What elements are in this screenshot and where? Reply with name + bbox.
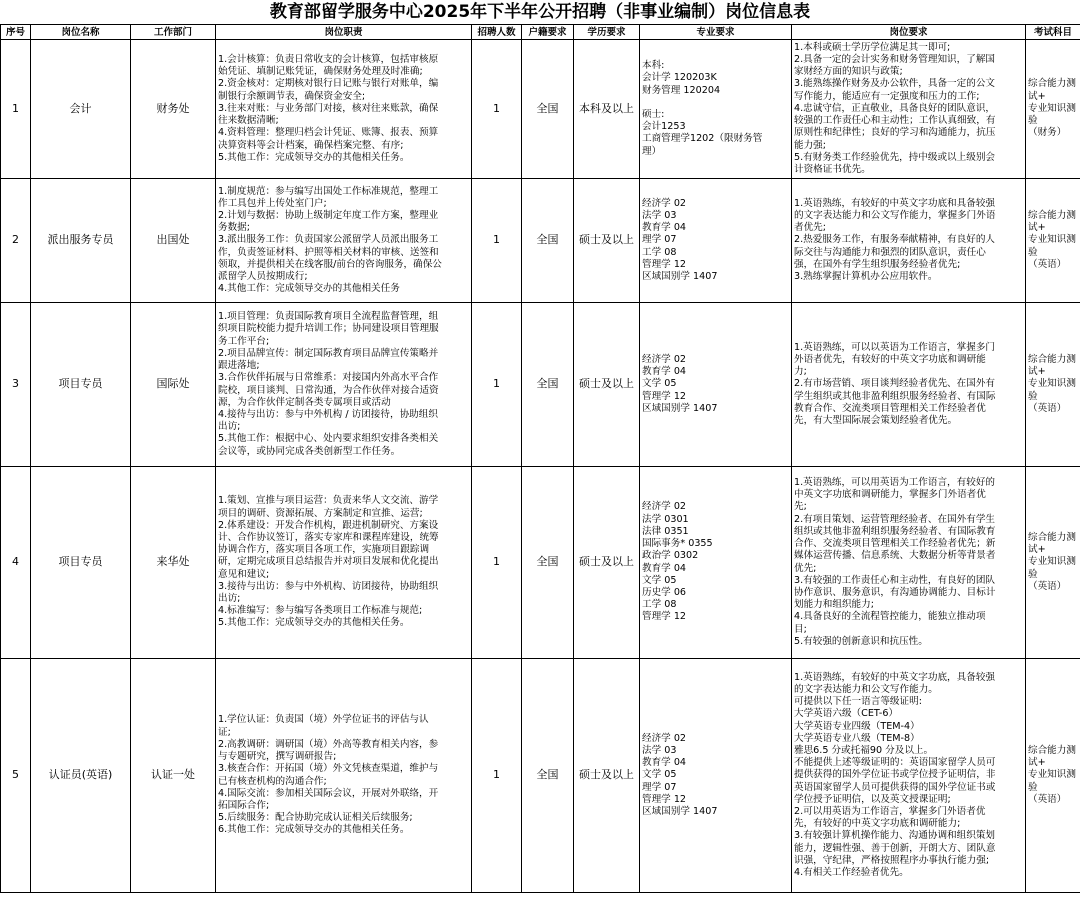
requirements-cell-line: 可提供以下任一语言等级证明:: [794, 696, 922, 708]
major-cell-line: 区域国别学 1407: [642, 402, 718, 414]
major-cell: [640, 659, 792, 893]
duties-cell-line: 决算资料等会计档案，确保档案完整、有序;: [218, 139, 404, 151]
major-cell-line: 文学 05: [642, 574, 677, 586]
table-row: [1, 40, 1080, 179]
requirements-cell-line: 4.有相关工作经验者优先。: [794, 867, 909, 879]
requirements-cell-line: 协作意识、服务意识，有沟通协调能力、目标计: [794, 586, 996, 598]
education-requirement: 硕士及以上: [574, 659, 640, 893]
duties-cell-line: 领取，并提供相关在线客服/前台的咨询服务，确保公: [218, 258, 442, 270]
duties-cell-line: 2.高教调研：调研国（境）外高等教育相关内容，参: [218, 738, 439, 750]
requirements-cell-line: 际交往与沟通能力和强烈的团队意识，责任心: [794, 246, 986, 258]
requirements-cell: [792, 40, 1026, 179]
duties-cell: [216, 659, 472, 893]
requirements-cell-line: 的文字表达能力和公文写作能力，掌握多门外语: [794, 209, 996, 221]
requirements-cell-line: 中英文字功底和调研能力，掌握多门外语者优: [794, 489, 986, 501]
duties-cell-line: 跟进落地;: [218, 360, 260, 372]
exam-cell-line: 综合能力测试+: [1028, 744, 1076, 769]
col-header-major: 专业要求: [640, 25, 792, 40]
col-header-requirements: 岗位要求: [792, 25, 1026, 40]
requirements-cell: [792, 659, 1026, 893]
requirements-cell-line: 外语者优先，有较好的中英文字功底和调研能: [794, 353, 986, 365]
major-cell-line: 工商管理学1202（限财务管: [642, 133, 763, 145]
col-header-position: 岗位名称: [31, 25, 131, 40]
major-cell: [640, 40, 792, 179]
major-cell-line: 经济学 02: [642, 197, 687, 209]
requirements-cell: [792, 179, 1026, 303]
requirements-cell-line: 3.有较强计算机操作能力、沟通协调和组织策划: [794, 830, 996, 842]
department: 来华处: [131, 467, 216, 659]
position-name: 项目专员: [31, 467, 131, 659]
hukou-requirement: 全国: [522, 659, 574, 893]
requirements-cell-line: 2.具备一定的会计实务和财务管理知识，了解国: [794, 54, 996, 66]
exam-cell: [1026, 303, 1080, 467]
requirements-cell-line: 2.有市场营销、项目谈判经验者优先、在国外有: [794, 378, 996, 390]
position-name: 会计: [31, 40, 131, 179]
exam-cell-line: （英语）: [1028, 402, 1067, 414]
requirements-cell-line: 提供获得的国外学位证书或学位授予证明信，非: [794, 769, 996, 781]
exam-cell-line: （财务）: [1028, 127, 1067, 139]
duties-cell-line: 1.学位认证：负责国（境）外学位证书的评估与认: [218, 714, 429, 726]
exam-cell-line: （英语）: [1028, 580, 1067, 592]
duties-cell-line: 4.国际交流：参加相关国际会议，开展对外联络，开: [218, 787, 439, 799]
duties-cell-line: 作，负责签证材料、护照等相关材料的审核、送签和: [218, 246, 439, 258]
requirements-cell-line: 先，有较好的中英文字功底和调研能力;: [794, 818, 961, 830]
major-cell-line: 法学 03: [642, 209, 677, 221]
hukou-requirement: 全国: [522, 40, 574, 179]
table-row: [1, 179, 1080, 303]
duties-cell-line: 4.其他工作：完成领导交办的其他相关任务: [218, 283, 400, 295]
requirements-cell-line: 者优先;: [794, 222, 827, 234]
major-cell-line: 工学 08: [642, 599, 677, 611]
duties-cell-line: 项目的调研、资源拓展、方案制定和宣推、运营;: [218, 507, 423, 519]
requirements-cell-line: 2.热爱服务工作，有服务奉献精神，有良好的人: [794, 234, 996, 246]
duties-cell-line: 3.往来对账：与业务部门对接，核对往来账款，确保: [218, 102, 439, 114]
exam-cell: [1026, 467, 1080, 659]
row-number: 5: [1, 659, 31, 893]
major-cell-line: 理学 07: [642, 234, 677, 246]
major-cell-line: 政治学 0302: [642, 550, 699, 562]
education-requirement: 硕士及以上: [574, 303, 640, 467]
major-cell-line: 教育学 04: [642, 366, 687, 378]
duties-cell-line: 务数据;: [218, 222, 251, 234]
duties-cell-line: 4.资料管理：整理归档会计凭证、账簿、报表、预算: [218, 127, 439, 139]
major-cell-line: 管理学 12: [642, 611, 687, 623]
duties-cell-line: 4.接待与出访：参与中外机构 / 访团接待，协助组织: [218, 408, 438, 420]
requirements-cell-line: 组织或其他非盈利组织服务经验者、有国际教育: [794, 525, 996, 537]
job-table: [0, 24, 1080, 893]
requirements-cell-line: 学位授予证明信，以及英文授课证明;: [794, 793, 951, 805]
duties-cell-line: 出访;: [218, 421, 241, 433]
duties-cell-line: 2.计划与数据：协助上级制定年度工作方案，整理业: [218, 209, 439, 221]
major-cell-line: 管理学 12: [642, 793, 687, 805]
duties-cell-line: 1.项目管理：负责国际教育项目全流程监督管理，组: [218, 311, 439, 323]
major-cell-line: 国际事务* 0355: [642, 538, 713, 550]
duties-cell-line: 出访;: [218, 593, 241, 604]
requirements-cell-line: 合作、交流类项目管理相关工作经验者优先；新: [794, 538, 996, 550]
hire-count: 1: [472, 40, 522, 179]
requirements-cell-line: 计资格证书优先。: [794, 163, 871, 175]
page-title: 教育部留学服务中心2025年下半年公开招聘（非事业编制）岗位信息表: [269, 2, 811, 22]
requirements-cell-line: 4.忠诚守信，正直敬业，具备良好的团队意识，: [794, 102, 996, 114]
department: 认证一处: [131, 659, 216, 893]
position-name: 派出服务专员: [31, 179, 131, 303]
duties-cell-line: 与专题研究，撰写调研报告;: [218, 751, 337, 763]
requirements-cell-line: 教育合作、交流类项目管理相关工作经验者优: [794, 402, 986, 414]
duties-cell-line: 证;: [218, 726, 231, 738]
col-header-count: 招聘人数: [472, 25, 522, 40]
hire-count: 1: [472, 179, 522, 303]
major-cell-line: 硕士:: [642, 109, 665, 120]
requirements-cell-line: 2.可以用英语为工作语言，掌握多门外语者优: [794, 806, 986, 817]
position-name: 认证员(英语): [31, 659, 131, 893]
requirements-cell-line: 家财经方面的知识与政策;: [794, 66, 903, 78]
duties-cell: [216, 303, 472, 467]
major-cell-line: 财务管理 120204: [642, 84, 721, 96]
department: 财务处: [131, 40, 216, 179]
col-header-exam: 考试科目: [1026, 25, 1080, 40]
requirements-cell-line: 5.有财务类工作经验优先，持中级或以上级别会: [794, 151, 996, 163]
duties-cell-line: 3.派出服务工作：负责国家公派留学人员派出服务工: [218, 234, 439, 246]
requirements-cell: [792, 303, 1026, 467]
duties-cell-line: 织项目院校能力提升培训工作；协同建设项目管理服: [218, 323, 439, 335]
requirements-cell: [792, 467, 1026, 659]
education-requirement: 硕士及以上: [574, 467, 640, 659]
duties-cell-line: 1.制度规范：参与编写出国处工作标准规范，整理工: [218, 185, 439, 197]
major-cell-line: 理学 07: [642, 781, 677, 793]
position-name: 项目专员: [31, 303, 131, 467]
duties-cell-line: 派留学人员按期成行;: [218, 271, 308, 282]
row-number: 3: [1, 303, 31, 467]
major-cell-line: 经济学 02: [642, 732, 687, 744]
duties-cell-line: 拓国际合作;: [218, 799, 270, 811]
department: 出国处: [131, 179, 216, 303]
header-row: [1, 25, 1080, 40]
requirements-cell-line: 1.英语熟练，可以用英语为工作语言，有较好的: [794, 477, 996, 489]
department: 国际处: [131, 303, 216, 467]
duties-cell-line: 往来数据清晰;: [218, 115, 279, 127]
requirements-cell-line: 目;: [794, 623, 807, 635]
duties-cell-line: 2.项目品牌宣传：制定国际教育项目品牌宣传策略并: [218, 347, 439, 359]
requirements-cell-line: 1.英语熟练，有较好的中英文字功底，具备较强: [794, 671, 996, 683]
hukou-requirement: 全国: [522, 467, 574, 659]
major-cell: [640, 467, 792, 659]
major-cell: [640, 303, 792, 467]
major-cell-line: 经济学 02: [642, 353, 687, 365]
major-cell-line: 本科:: [642, 60, 665, 72]
hukou-requirement: 全国: [522, 303, 574, 467]
hire-count: 1: [472, 659, 522, 893]
requirements-cell-line: 大学英语六级（CET-6）: [794, 708, 899, 720]
requirements-cell-line: 先，有大型国际展会策划经验者优先。: [794, 415, 958, 426]
table-row: [1, 467, 1080, 659]
requirements-cell-line: 能力强;: [794, 139, 827, 151]
education-requirement: 硕士及以上: [574, 179, 640, 303]
requirements-cell-line: 先;: [794, 501, 807, 513]
education-requirement: 本科及以上: [574, 40, 640, 179]
major-cell-line: 文学 05: [642, 769, 677, 781]
requirements-cell-line: 大学英语专业八级（TEM-8）: [794, 732, 920, 744]
duties-cell-line: 计、合作协议签订，落实专家库和课程库建设，统筹: [218, 531, 439, 543]
major-cell-line: 经济学 02: [642, 501, 687, 513]
major-cell-line: 工学 08: [642, 246, 677, 258]
requirements-cell-line: 原则性和纪律性；良好的学习和沟通能力，抗压: [794, 127, 996, 139]
exam-cell-line: 综合能力测试+: [1028, 209, 1076, 234]
requirements-cell-line: 英语国家留学人员可提供获得的国外学位证书或: [794, 781, 996, 793]
table-row: [1, 659, 1080, 893]
exam-cell-line: 专业知识测验: [1028, 556, 1076, 580]
duties-cell-line: 3.合作伙伴拓展与日常维系：对接国内外高水平合作: [218, 372, 439, 384]
requirements-cell-line: 的文字表达能力和公文写作能力。: [794, 683, 938, 695]
exam-cell-line: 专业知识测验: [1028, 769, 1076, 793]
duties-cell-line: 协调合作方，落实项目各项工作，实施项目跟踪调: [218, 544, 430, 556]
exam-cell-line: 专业知识测验: [1028, 102, 1076, 127]
hire-count: 1: [472, 467, 522, 659]
major-cell-line: 区域国别学 1407: [642, 806, 718, 817]
major-cell-line: 会计1253: [642, 121, 686, 133]
hire-count: 1: [472, 303, 522, 467]
requirements-cell-line: 识强，守纪律，严格按照程序办事执行能力强;: [794, 854, 990, 866]
duties-cell-line: 5.后续服务：配合协助完成认证相关后续服务;: [218, 812, 413, 824]
exam-cell-line: 综合能力测试+: [1028, 78, 1076, 102]
requirements-cell-line: 划能力和组织能力;: [794, 599, 874, 611]
row-number: 4: [1, 467, 31, 659]
requirements-cell-line: 3.熟练掌握计算机办公应用软件。: [794, 271, 938, 282]
major-cell-line: 历史学 06: [642, 586, 687, 598]
requirements-cell-line: 写作能力，能适应有一定强度和压力的工作;: [794, 90, 980, 102]
requirements-cell-line: 不能提供上述等级证明的：英语国家留学人员可: [794, 757, 996, 769]
duties-cell-line: 2.资金核对：定期核对银行日记账与银行对账单，编: [218, 78, 439, 90]
duties-cell-line: 5.其他工作：根据中心、处内要求组织安排各类相关: [218, 433, 439, 445]
exam-cell: [1026, 179, 1080, 303]
major-cell: [640, 179, 792, 303]
duties-cell: [216, 467, 472, 659]
col-header-hukou: 户籍要求: [522, 25, 574, 40]
major-cell-line: [642, 97, 789, 109]
requirements-cell-line: 雅思6.5 分或托福90 分及以上。: [794, 744, 934, 756]
duties-cell-line: 会议等，或协同完成各类创新型工作任务。: [218, 445, 401, 457]
duties-cell-line: 已有核查机构的沟通合作;: [218, 775, 327, 787]
requirements-cell-line: 大学英语专业四级（TEM-4）: [794, 720, 920, 732]
requirements-cell-line: 学生组织或其他非盈利组织服务经验者、有国际: [794, 390, 996, 402]
major-cell-line: 法学 0301: [642, 513, 689, 525]
requirements-cell-line: 4.具备良好的全流程管控能力，能独立推动项: [794, 611, 986, 623]
requirements-cell-line: 媒体运营传播、信息系统、大数据分析等背景者: [794, 550, 996, 562]
hukou-requirement: 全国: [522, 179, 574, 303]
major-cell-line: 教育学 04: [642, 757, 687, 769]
major-cell-line: 区域国别学 1407: [642, 271, 718, 282]
major-cell-line: 管理学 12: [642, 258, 687, 270]
major-cell-line: 会计学 120203K: [642, 72, 717, 84]
duties-cell-line: 始凭证、填制记账凭证，确保财务处理及时准确;: [218, 66, 423, 78]
duties-cell: [216, 179, 472, 303]
major-cell-line: 文学 05: [642, 378, 677, 390]
requirements-cell-line: 1.英语熟练，可以以英语为工作语言，掌握多门: [794, 341, 996, 353]
major-cell-line: 教育学 04: [642, 222, 687, 234]
duties-cell-line: 制银行余额调节表，确保资金安全;: [218, 90, 366, 102]
major-cell-line: 理）: [642, 145, 662, 157]
duties-cell-line: 1.策划、宣推与项目运营：负责来华人文交流、游学: [218, 495, 439, 507]
duties-cell-line: 源，为合作伙伴定制各类专属项目或活动: [218, 396, 391, 408]
table-row: [1, 303, 1080, 467]
duties-cell-line: 5.其他工作：完成领导交办的其他相关任务。: [218, 617, 410, 629]
row-number: 2: [1, 179, 31, 303]
requirements-cell-line: 5.有较强的创新意识和抗压性。: [794, 635, 928, 647]
exam-cell-line: （英语）: [1028, 258, 1067, 270]
requirements-cell-line: 强，在国外有学生组织服务经验者优先;: [794, 258, 961, 270]
exam-cell: [1026, 659, 1080, 893]
duties-cell-line: 2.体系建设：开发合作机构，跟进机制研究、方案设: [218, 519, 439, 531]
duties-cell-line: 务工作平台;: [218, 335, 270, 347]
col-header-dept: 工作部门: [131, 25, 216, 40]
requirements-cell-line: 2.有项目策划、运营管理经验者、在国外有学生: [794, 513, 996, 525]
major-cell-line: 管理学 12: [642, 390, 687, 402]
requirements-cell-line: 1.英语熟练，有较好的中英文字功底和具备较强: [794, 197, 996, 209]
duties-cell-line: 研，定期完成项目总结报告并对项目发展和优化提出: [218, 556, 439, 568]
duties-cell-line: 意见和建议;: [218, 568, 270, 580]
requirements-cell-line: 较强的工作责任心和主动性；工作认真细致，有: [794, 115, 996, 127]
duties-cell: [216, 40, 472, 179]
duties-cell-line: 4.标准编写：参与编写各类项目工作标准与规范;: [218, 605, 423, 617]
duties-cell-line: 1.会计核算：负责日常收支的会计核算，包括审核原: [218, 54, 439, 66]
duties-cell-line: 作工具包并上传处室门户;: [218, 197, 327, 209]
exam-cell-line: 综合能力测试+: [1028, 531, 1076, 556]
major-cell-line: 法律 0351: [642, 525, 689, 537]
duties-cell-line: 3.核查合作：开拓国（境）外文凭核查渠道，维护与: [218, 763, 439, 775]
exam-cell-line: （英语）: [1028, 793, 1067, 805]
requirements-cell-line: 优先;: [794, 562, 817, 574]
duties-cell-line: 3.接待与出访：参与中外机构、访团接待，协助组织: [218, 580, 439, 592]
requirements-cell-line: 3.有较强的工作责任心和主动性，有良好的团队: [794, 574, 996, 586]
col-header-duties: 岗位职责: [216, 25, 472, 40]
row-number: 1: [1, 40, 31, 179]
exam-cell-line: 综合能力测试+: [1028, 353, 1076, 378]
col-header-no: 序号: [1, 25, 31, 40]
major-cell-line: 法学 03: [642, 744, 677, 756]
major-cell-line: 教育学 04: [642, 562, 687, 574]
exam-cell: [1026, 40, 1080, 179]
duties-cell-line: 5.其他工作：完成领导交办的其他相关任务。: [218, 151, 410, 163]
col-header-edu: 学历要求: [574, 25, 640, 40]
exam-cell-line: 专业知识测验: [1028, 234, 1076, 258]
duties-cell-line: 6.其他工作：完成领导交办的其他相关任务。: [218, 824, 410, 836]
requirements-cell-line: 能力，逻辑性强、善于创新，开朗大方、团队意: [794, 842, 996, 854]
requirements-cell-line: 3.能熟练操作财务及办公软件，具备一定的公文: [794, 78, 996, 90]
duties-cell-line: 院校，项目谈判、日常沟通，为合作伙伴对接合适资: [218, 384, 439, 396]
requirements-cell-line: 1.本科或硕士学历学位满足其一即可;: [794, 41, 951, 53]
requirements-cell-line: 力;: [794, 366, 807, 378]
exam-cell-line: 专业知识测验: [1028, 378, 1076, 402]
